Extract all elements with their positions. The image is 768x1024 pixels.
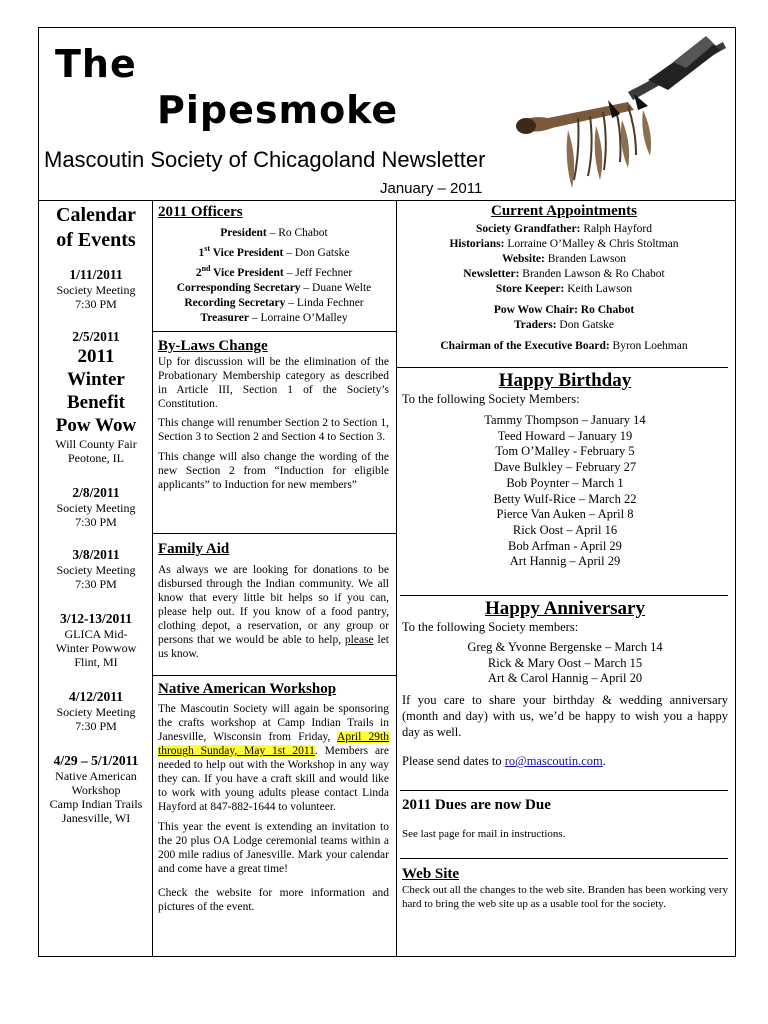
officer-line: 2nd Vice President – Jeff Fechner: [195, 263, 353, 279]
workshop-section: [158, 681, 389, 914]
birthday-item: Dave Bulkley – February 27: [493, 460, 637, 475]
appointment-line: Website: Branden Lawson: [502, 253, 626, 265]
event-line: Winter Powwow: [55, 641, 137, 655]
event-line: Janesville, WI: [61, 811, 131, 825]
masthead-divider: [38, 200, 736, 201]
workshop-heading: Native American Workshop: [158, 681, 337, 697]
bylaws-heading: By-Laws Change: [158, 338, 268, 354]
birthday-heading: Happy Birthday: [498, 370, 632, 391]
birthday-item: Betty Wulf-Rice – March 22: [493, 491, 637, 506]
officers-heading: 2011 Officers: [158, 204, 243, 220]
dues-heading: 2011 Dues are now Due: [402, 797, 551, 813]
birthday-list: [402, 413, 728, 570]
officer-line: Corresponding Secretary – Duane Welte: [176, 281, 372, 294]
event-line: 7:30 PM: [75, 577, 117, 591]
anniversary-section: [402, 598, 728, 769]
anniversary-item: Art & Carol Hannig – April 20: [487, 671, 643, 686]
event-line: Workshop: [71, 783, 121, 797]
appointments-section: [400, 204, 728, 354]
email-link[interactable]: ro@mascoutin.com: [504, 754, 603, 769]
bylaws-divider: [152, 533, 396, 534]
event-line: Will County Fair: [55, 437, 137, 451]
calendar-event: [40, 485, 152, 529]
calendar-event: [40, 689, 152, 733]
masthead-subtitle: Mascoutin Society of Chicagoland Newsletter: [44, 147, 486, 172]
birthday-item: Tom O’Malley - February 5: [495, 444, 635, 459]
event-date: 4/29 – 5/1/2011: [53, 753, 139, 768]
calendar-event: [40, 547, 152, 591]
anniversary-item: Rick & Mary Oost – March 15: [487, 655, 643, 670]
bylaws-paragraph: This change will renumber Section 2 to Section 1, Section 3 to Section 2 and Section 4 to Section 3.: [158, 417, 389, 443]
website-text: Check out all the changes to the web site. Branden has been working very hard to bring the web site up as a usable tool for the society.: [402, 884, 728, 910]
masthead-title-line1: The: [55, 42, 137, 86]
appointment-line: Historians: Lorraine O’Malley & Chris Stoltman: [449, 238, 679, 250]
calendar-title-line2: of Events: [56, 229, 136, 251]
calendar-event: [40, 267, 152, 311]
traders-line: Traders: Don Gatske: [513, 319, 615, 331]
event-line: Society Meeting: [56, 563, 136, 577]
birthday-intro: To the following Society Members:: [402, 392, 580, 406]
officer-line: 1st Vice President – Don Gatske: [198, 244, 350, 259]
event-line: Native American: [55, 769, 137, 783]
birthday-item: Pierce Van Auken – April 8: [496, 507, 634, 522]
officer-line: Recording Secretary – Linda Fechner: [184, 296, 364, 309]
event-line: Society Meeting: [56, 705, 136, 719]
anniversary-intro: To the following Society members:: [402, 620, 579, 634]
dues-text: See last page for mail in instructions.: [402, 828, 566, 840]
send-dates-line: Please send dates to ro@mascoutin.com.: [402, 754, 606, 769]
powwow-chair-line: Pow Wow Chair: Ro Chabot: [493, 304, 635, 316]
event-line: 7:30 PM: [75, 515, 117, 529]
dues-section: [402, 797, 728, 840]
anniversary-item: Greg & Yvonne Bergenske – March 14: [467, 640, 663, 654]
workshop-dates-highlight: April 29th through Sunday, May 1st 2011: [158, 731, 389, 757]
family-aid-section: [158, 541, 389, 661]
event-line: GLICA Mid-: [64, 627, 128, 641]
workshop-paragraph: Check the website for more information and pictures of the event.: [158, 887, 389, 913]
officers-divider: [152, 331, 396, 332]
event-title-line: Winter: [67, 369, 125, 390]
familyaid-divider: [152, 675, 396, 676]
anniversary-divider: [400, 790, 728, 791]
officer-line: Treasurer – Lorraine O’Malley: [200, 311, 348, 324]
appointment-line: Newsletter: Branden Lawson & Ro Chabot: [463, 268, 665, 280]
anniversary-share-text: If you care to share your birthday & wedding anniversary (month and day) with us, we’d be happy to wish you a happy day as well.: [402, 693, 728, 740]
anniversary-heading: Happy Anniversary: [485, 598, 645, 619]
family-aid-heading: Family Aid: [158, 541, 230, 557]
appointments-divider: [396, 367, 728, 368]
birthday-item: Art Hannig – April 29: [509, 554, 621, 569]
appointment-line: Store Keeper: Keith Lawson: [495, 283, 633, 295]
dues-divider: [400, 858, 728, 859]
family-aid-paragraph: As always we are looking for donations to be disbursed through the Indian community. We all know that every little bit helps so if you can, please help out. If you know of a food pantry, clothing depot, a reservation, or any group or persons that we would be able to help, please let us know.: [158, 564, 389, 660]
masthead-title-line2: Pipesmoke: [157, 88, 399, 132]
anniversary-list: [402, 640, 728, 687]
calendar-title-line1: Calendar: [56, 204, 136, 226]
column-divider-1: [152, 200, 153, 957]
workshop-paragraph: This year the event is extending an invitation to the 20 plus OA Lodge ceremonial teams within a 200 mile radius of Janesville. Mark your calendar and come have a great time!: [158, 821, 389, 875]
event-line: Camp Indian Trails: [49, 797, 143, 811]
event-date: 1/11/2011: [69, 267, 123, 282]
calendar-event: [40, 753, 152, 825]
birthday-item: Tammy Thompson – January 14: [484, 413, 646, 427]
event-line: 7:30 PM: [75, 297, 117, 311]
calendar-event: [40, 329, 152, 465]
event-date: 3/12-13/2011: [59, 611, 132, 626]
event-date: 2/5/2011: [72, 329, 120, 344]
event-date: 2/8/2011: [72, 485, 120, 500]
birthday-item: Bob Poynter – March 1: [506, 475, 624, 490]
birthday-section: [402, 370, 728, 570]
appointment-line: Society Grandfather: Ralph Hayford: [476, 223, 652, 235]
bylaws-paragraph: Up for discussion will be the elimination of the Probationary Membership category as described in Article III, Section 1 of the Society’s Constitution.: [158, 356, 389, 410]
event-line: 7:30 PM: [75, 719, 117, 733]
pipe-feathers-icon: [508, 30, 730, 195]
bylaws-paragraph: This change will also change the wording of the new Section 2 from “Induction for eligible applicants” to Induction for new members”: [158, 451, 389, 491]
calendar-column: [40, 203, 152, 825]
bylaws-section: [158, 338, 389, 492]
officers-section: [158, 204, 390, 326]
event-title-line: 2011: [77, 346, 115, 367]
event-date: 4/12/2011: [68, 689, 123, 704]
birthday-item: Bob Arfman - April 29: [508, 538, 622, 553]
website-section: [402, 866, 728, 911]
officers-list: [158, 226, 390, 326]
event-line: Flint, MI: [74, 655, 118, 669]
website-heading: Web Site: [402, 866, 460, 882]
column-divider-2: [396, 200, 397, 957]
birthday-divider: [400, 595, 728, 596]
chairman-line: Chairman of the Executive Board: Byron Loehman: [440, 340, 688, 352]
event-title-line: Benefit: [66, 392, 126, 413]
event-line: Society Meeting: [56, 501, 136, 515]
officer-line: President – Ro Chabot: [220, 227, 328, 239]
event-title-line: Pow Wow: [55, 415, 137, 436]
calendar-event: [40, 611, 152, 669]
birthday-item: Teed Howard – January 19: [497, 428, 633, 443]
issue-date: January – 2011: [380, 180, 483, 197]
appointments-heading: Current Appointments: [491, 203, 637, 219]
birthday-item: Rick Oost – April 16: [512, 522, 618, 537]
event-date: 3/8/2011: [72, 547, 120, 562]
event-line: Society Meeting: [56, 283, 136, 297]
event-line: Peotone, IL: [68, 451, 124, 465]
workshop-paragraph: The Mascoutin Society will again be sponsoring the crafts workshop at Camp Indian Trails in Janesville, Wisconsin from Friday, April 29th through Sunday, May 1st 2011. Members are needed to help out with the Workshop in any way they can. If you have a craft skill and would like to work with young adults please contact Linda Hayford at 847-882-1644 to volunteer.: [158, 703, 389, 813]
